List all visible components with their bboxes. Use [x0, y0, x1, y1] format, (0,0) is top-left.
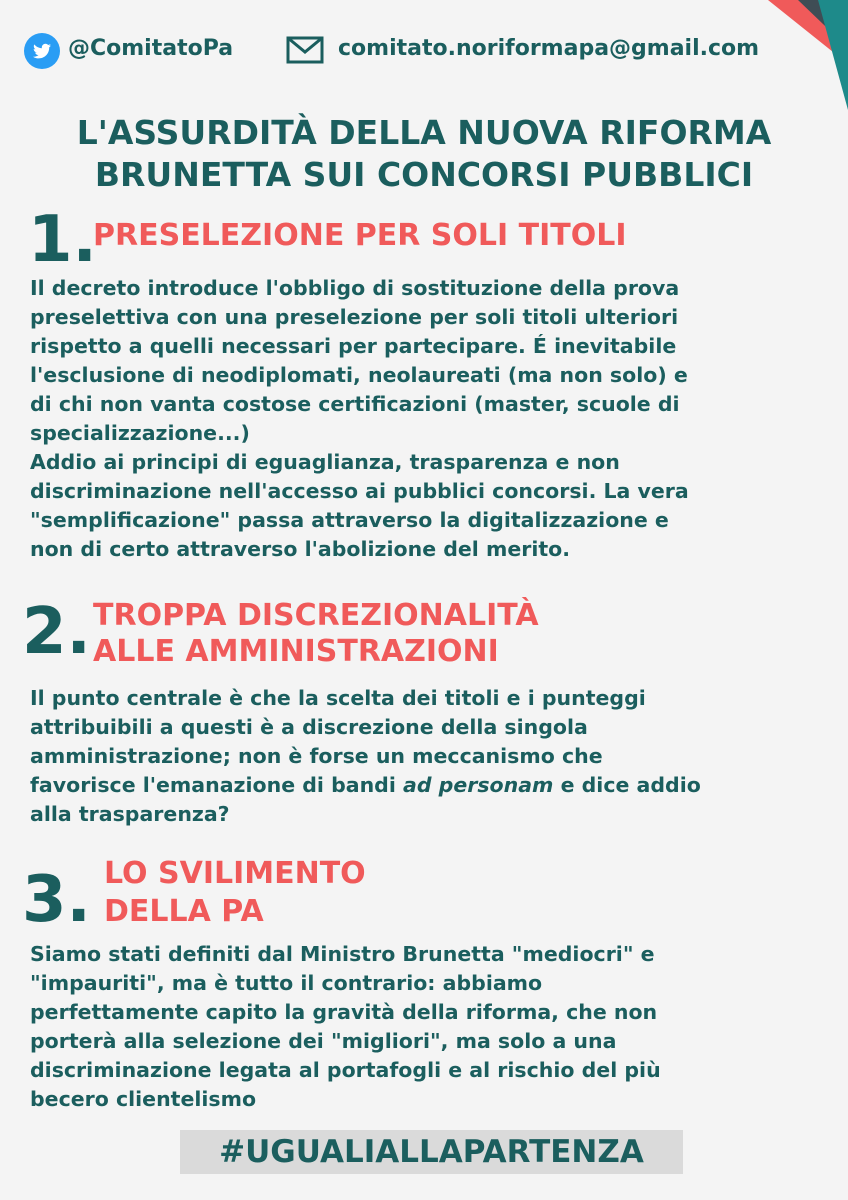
title-line: BRUNETTA SUI CONCORSI PUBBLICI [94, 155, 754, 194]
body-line: discriminazione nell'accesso ai pubblici concorsi. La vera [30, 479, 689, 503]
body-line: Siamo stati definiti dal Ministro Brunetta "mediocri" e [30, 942, 655, 966]
twitter-icon[interactable] [24, 33, 60, 69]
body-line: "impauriti", ma è tutto il contrario: abbiamo [30, 971, 543, 995]
section-heading: TROPPA DISCREZIONALITÀ [93, 598, 539, 633]
section-number: 1. [28, 203, 97, 277]
title-line: L'ASSURDITÀ DELLA NUOVA RIFORMA [76, 113, 772, 152]
body-text: favorisce l'emanazione di bandi [30, 773, 404, 797]
body-line: perfettamente capito la gravità della riforma, che non [30, 1000, 658, 1024]
body-line: discriminazione legata al portafogli e al rischio del più [30, 1058, 661, 1082]
contact-header [24, 30, 784, 70]
twitter-handle[interactable]: @ComitatoPa [68, 36, 234, 61]
section-heading: DELLA PA [104, 894, 264, 929]
section-heading: LO SVILIMENTO [104, 856, 366, 891]
section-body [30, 274, 830, 564]
body-line: becero clientelismo [30, 1087, 257, 1111]
body-line: amministrazione; non è forse un meccanismo che [30, 744, 603, 768]
page-title [0, 112, 848, 196]
body-line: rispetto a quelli necessari per partecipare. É inevitabile [30, 334, 677, 358]
body-line: di chi non vanta costose certificazioni (master, scuole di [30, 392, 680, 416]
italic-text: ad personam [403, 773, 554, 797]
section-number: 3. [22, 863, 91, 937]
body-line: Il punto centrale è che la scelta dei titoli e i punteggi [30, 686, 646, 710]
mail-icon [286, 36, 324, 64]
body-line: non di certo attraverso l'abolizione del merito. [30, 537, 571, 561]
hashtag-banner: #UGUALIALLAPARTENZA [180, 1130, 683, 1174]
body-line-mixed [30, 771, 830, 800]
body-line: Addio ai principi di eguaglianza, trasparenza e non [30, 450, 620, 474]
body-line: "semplificazione" passa attraverso la digitalizzazione e [30, 508, 669, 532]
contact-email[interactable]: comitato.noriformapa@gmail.com [338, 36, 760, 61]
body-line: attribuibili a questi è a discrezione della singola [30, 715, 588, 739]
body-line: Il decreto introduce l'obbligo di sostituzione della prova [30, 276, 680, 300]
section-body [30, 684, 830, 829]
body-text: e dice addio [553, 773, 701, 797]
section-body [30, 940, 830, 1114]
section-heading: ALLE AMMINISTRAZIONI [93, 634, 499, 669]
body-line: alla trasparenza? [30, 802, 230, 826]
body-line: specializzazione...) [30, 421, 250, 445]
section-heading: PRESELEZIONE PER SOLI TITOLI [93, 218, 627, 253]
body-line: l'esclusione di neodiplomati, neolaureati (ma non solo) e [30, 363, 688, 387]
body-line: porterà alla selezione dei "migliori", ma solo a una [30, 1029, 617, 1053]
body-line: preselettiva con una preselezione per soli titoli ulteriori [30, 305, 679, 329]
section-number: 2. [22, 595, 91, 669]
